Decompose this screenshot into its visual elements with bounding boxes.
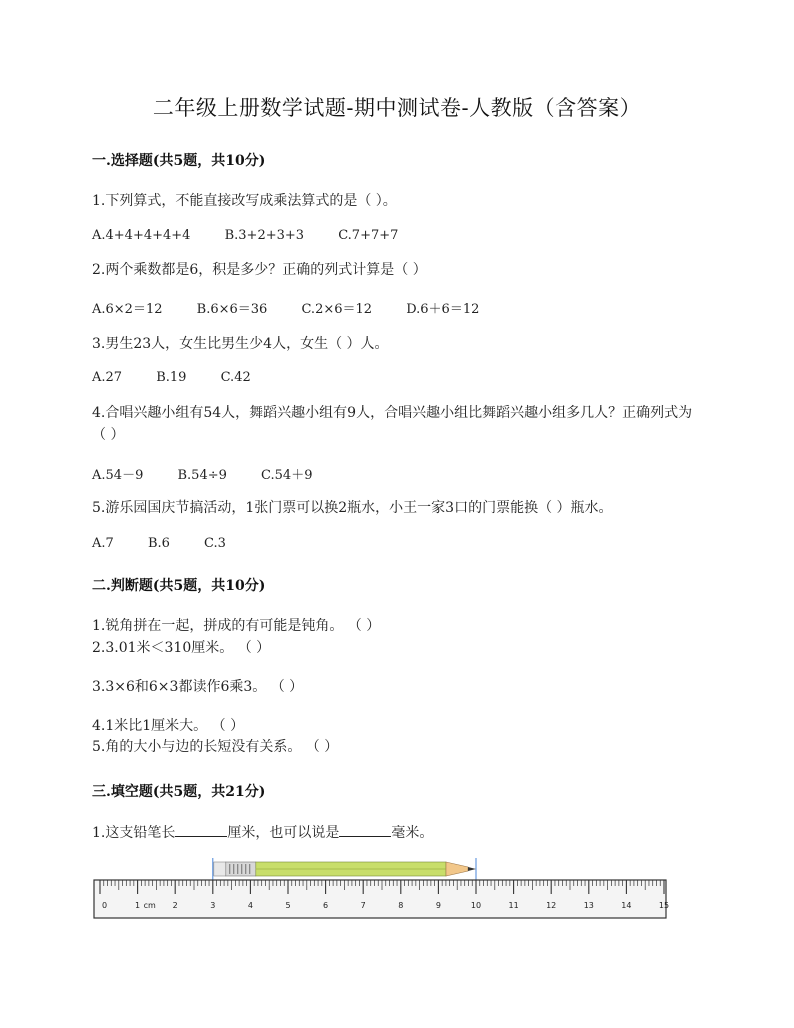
ruler-unit: cm [143, 901, 156, 910]
ruler-label: 4 [247, 901, 253, 910]
ruler-label: 12 [546, 901, 557, 910]
judge-item: 2.3.01米＜310厘米。 （ ） [92, 640, 271, 656]
ruler-label: 11 [508, 901, 519, 910]
option: C.2×6＝12 [301, 302, 373, 317]
section-heading-fill: 三.填空题(共5题，共21分) [92, 784, 266, 800]
options-row [92, 228, 428, 243]
option: A.4+4+4+4+4 [92, 228, 191, 243]
judge-item: 1.锐角拼在一起，拼成的有可能是钝角。 （ ） [92, 618, 381, 634]
answer-blank [339, 822, 391, 837]
page-title: 二年级上册数学试题-期中测试卷-人教版（含答案） [152, 96, 642, 120]
ruler-label: 8 [398, 901, 404, 910]
option: A.54－9 [92, 468, 144, 483]
options-row [92, 464, 342, 483]
pencil-lead [468, 867, 476, 871]
ruler-label: 1 [135, 901, 141, 910]
option: A.7 [92, 536, 114, 551]
fill-text: 1.这支铅笔长 [92, 825, 176, 841]
pencil-image [213, 858, 476, 882]
fill-text: 毫米。 [391, 825, 434, 841]
judge-item: 3.3×6和6×3都读作6乘3。 （ ） [92, 679, 304, 695]
fill-question [92, 822, 702, 844]
ruler-illustration [92, 852, 668, 922]
ruler-label: 0 [102, 901, 108, 910]
judge-item: 4.1米比1厘米大。 （ ） [92, 718, 245, 734]
ruler-label: 3 [210, 901, 216, 910]
options-row [92, 298, 509, 317]
ruler-label: 13 [583, 901, 594, 910]
pencil-tip [446, 862, 468, 876]
ruler-body [94, 880, 666, 918]
ruler-label: 15 [658, 901, 670, 910]
ruler-label: 2 [172, 901, 178, 910]
section-heading-judge: 二.判断题(共5题，共10分) [92, 578, 266, 594]
ruler-label: 7 [360, 901, 366, 910]
ruler-label: 6 [323, 901, 329, 910]
ruler-label: 5 [285, 901, 291, 910]
ruler-svg [92, 852, 668, 922]
options-row [92, 536, 256, 551]
pencil-eraser [214, 862, 226, 876]
options-row [92, 370, 281, 385]
option: A.27 [92, 370, 123, 385]
judge-item: 5.角的大小与边的长短没有关系。 （ ） [92, 739, 339, 755]
question-text: 1.下列算式，不能直接改写成乘法算式的是（ ）。 [92, 193, 397, 209]
fill-text: 厘米，也可以说是 [227, 825, 340, 841]
option: D.6＋6＝12 [406, 302, 480, 317]
option: B.54÷9 [177, 468, 227, 483]
option: B.3+2+3+3 [224, 228, 305, 243]
question-text: 2.两个乘数都是6，积是多少？正确的列式计算是（ ） [92, 262, 427, 278]
option: B.19 [156, 370, 187, 385]
ruler-label: 9 [435, 901, 441, 910]
answer-blank [175, 822, 227, 837]
option: B.6 [147, 536, 170, 551]
section-heading-choice: 一.选择题(共5题，共10分) [92, 153, 266, 169]
option: B.6×6＝36 [196, 302, 268, 317]
option: C.7+7+7 [338, 228, 399, 243]
option: C.54＋9 [261, 468, 313, 483]
option: C.3 [204, 536, 226, 551]
option: C.42 [220, 370, 251, 385]
ruler-label: 10 [470, 901, 482, 910]
question-text: 4.合唱兴趣小组有54人，舞蹈兴趣小组有9人，合唱兴趣小组比舞蹈兴趣小组多几人？正确列式为（ ） [92, 405, 693, 443]
question-text: 5.游乐园国庆节搞活动，1张门票可以换2瓶水，小王一家3口的门票能换（ ）瓶水。 [92, 500, 613, 516]
question-text: 3.男生23人，女生比男生少4人，女生（ ）人。 [92, 336, 389, 352]
option: A.6×2＝12 [92, 302, 163, 317]
ruler-label: 14 [621, 901, 632, 910]
pencil-ferrule [226, 862, 256, 876]
